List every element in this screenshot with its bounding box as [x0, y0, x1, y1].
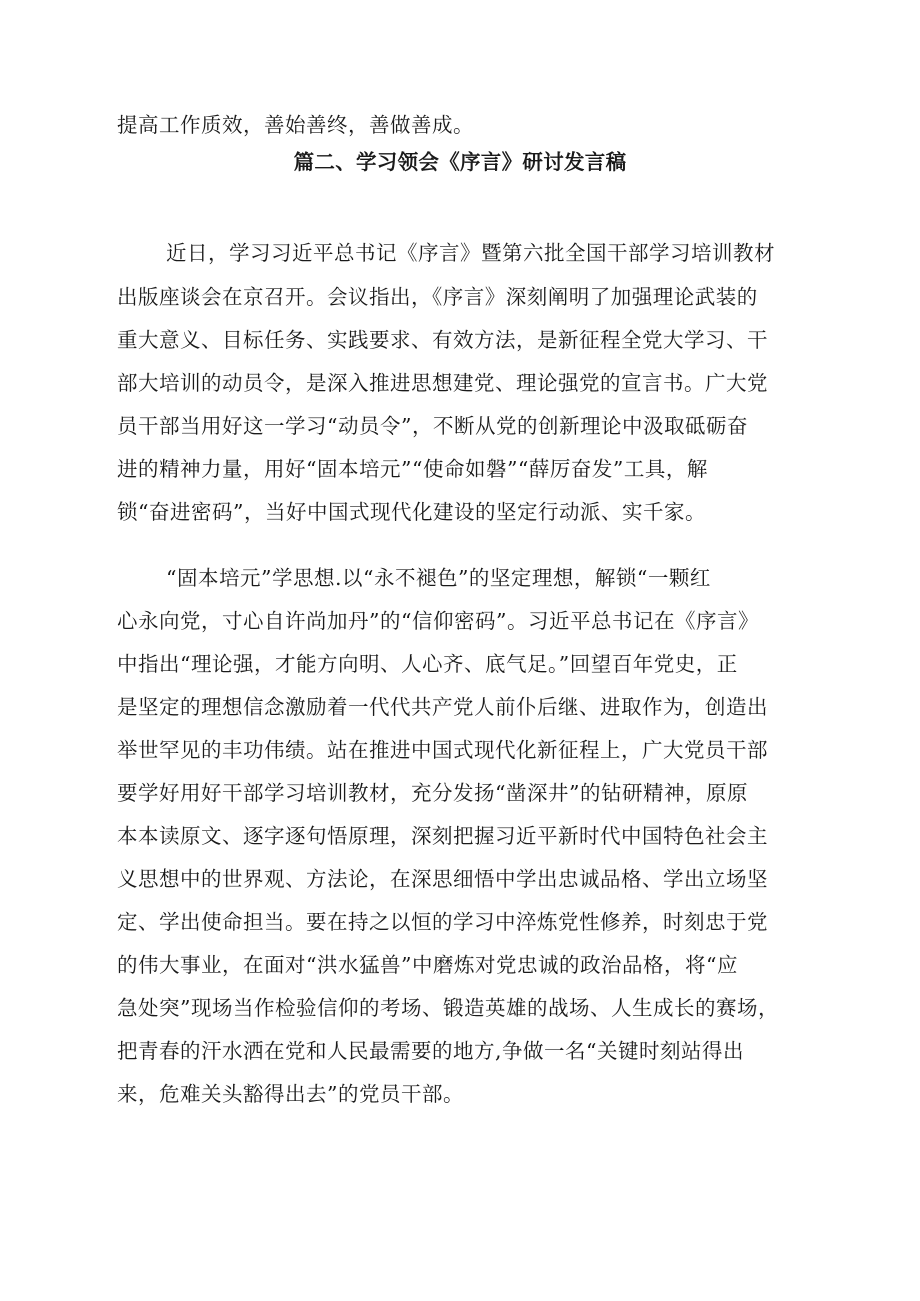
paragraph-line: 出版座谈会在京召开。会议指出，《序言》深刻阐明了加强理论武装的 — [117, 285, 758, 309]
paragraph-line: 举世罕见的丰功伟绩。站在推进中国式现代化新征程上，广大党员干部 — [117, 738, 768, 762]
paragraph-line: 本本读原文、逐字逐句悟原理，深刻把握习近平新时代中国特色社会主 — [117, 824, 768, 848]
paragraph-line: 的伟大事业，在面对“洪水猛兽”中磨炼对党忠诚的政治品格，将“应 — [117, 953, 738, 977]
paragraph-line: 急处突”现场当作检验信仰的考场、锻造英雄的战场、人生成长的赛场， — [117, 996, 779, 1020]
paragraph-line: “固本培元”学思想.以“永不褪色”的坚定理想，解锁“一颗红 — [166, 566, 711, 590]
paragraph-line: 重大意义、目标任务、实践要求、有效方法，是新征程全党大学习、干 — [117, 328, 768, 352]
paragraph-line: 来，危难关头豁得出去”的党员干部。 — [117, 1082, 464, 1106]
paragraph-line: 要学好用好干部学习培训教材，充分发扬“凿深井”的钻研精神，原原 — [117, 781, 748, 805]
paragraph-line: 部大培训的动员令，是深入推进思想建党、理论强党的宣言书。广大党 — [117, 371, 768, 395]
paragraph-line: 锁“奋进密码”，当好中国式现代化建设的坚定行动派、实千家。 — [117, 500, 706, 524]
paragraph-line: 心永向党，寸心自许尚加丹”的“信仰密码”。习近平总书记在《序言》 — [117, 609, 759, 633]
paragraph-line: 员干部当用好这一学习“动员令”，不断从党的创新理论中汲取砥砺奋 — [117, 414, 748, 438]
paragraph-line: 义思想中的世界观、方法论，在深思细悟中学出忠诚品格、学出立场坚 — [117, 867, 768, 891]
paragraph-line: 是坚定的理想信念激励着一代代共产党人前仆后继、进取作为，创造出 — [117, 695, 768, 719]
paragraph-line: 近日，学习习近平总书记《序言》暨第六批全国干部学习培训教材 — [166, 241, 775, 265]
section-title: 篇二、学习领会《序言》研讨发言稿 — [293, 150, 627, 174]
lead-line: 提高工作质效，善始善终，善做善成。 — [117, 113, 474, 137]
paragraph-line: 中指出“理论强，才能方向明、人心齐、底气足。”回望百年党史，正 — [117, 652, 738, 676]
paragraph-line: 把青春的汗水洒在党和人民最需要的地方,争做一名“关键时刻站得出 — [117, 1039, 744, 1063]
paragraph-line: 定、学出使命担当。要在持之以恒的学习中淬炼党性修养，时刻忠于党 — [117, 910, 768, 934]
paragraph-line: 进的精神力量，用好“固本培元”“使命如磐”“薛厉奋发”工具，解 — [117, 457, 708, 481]
